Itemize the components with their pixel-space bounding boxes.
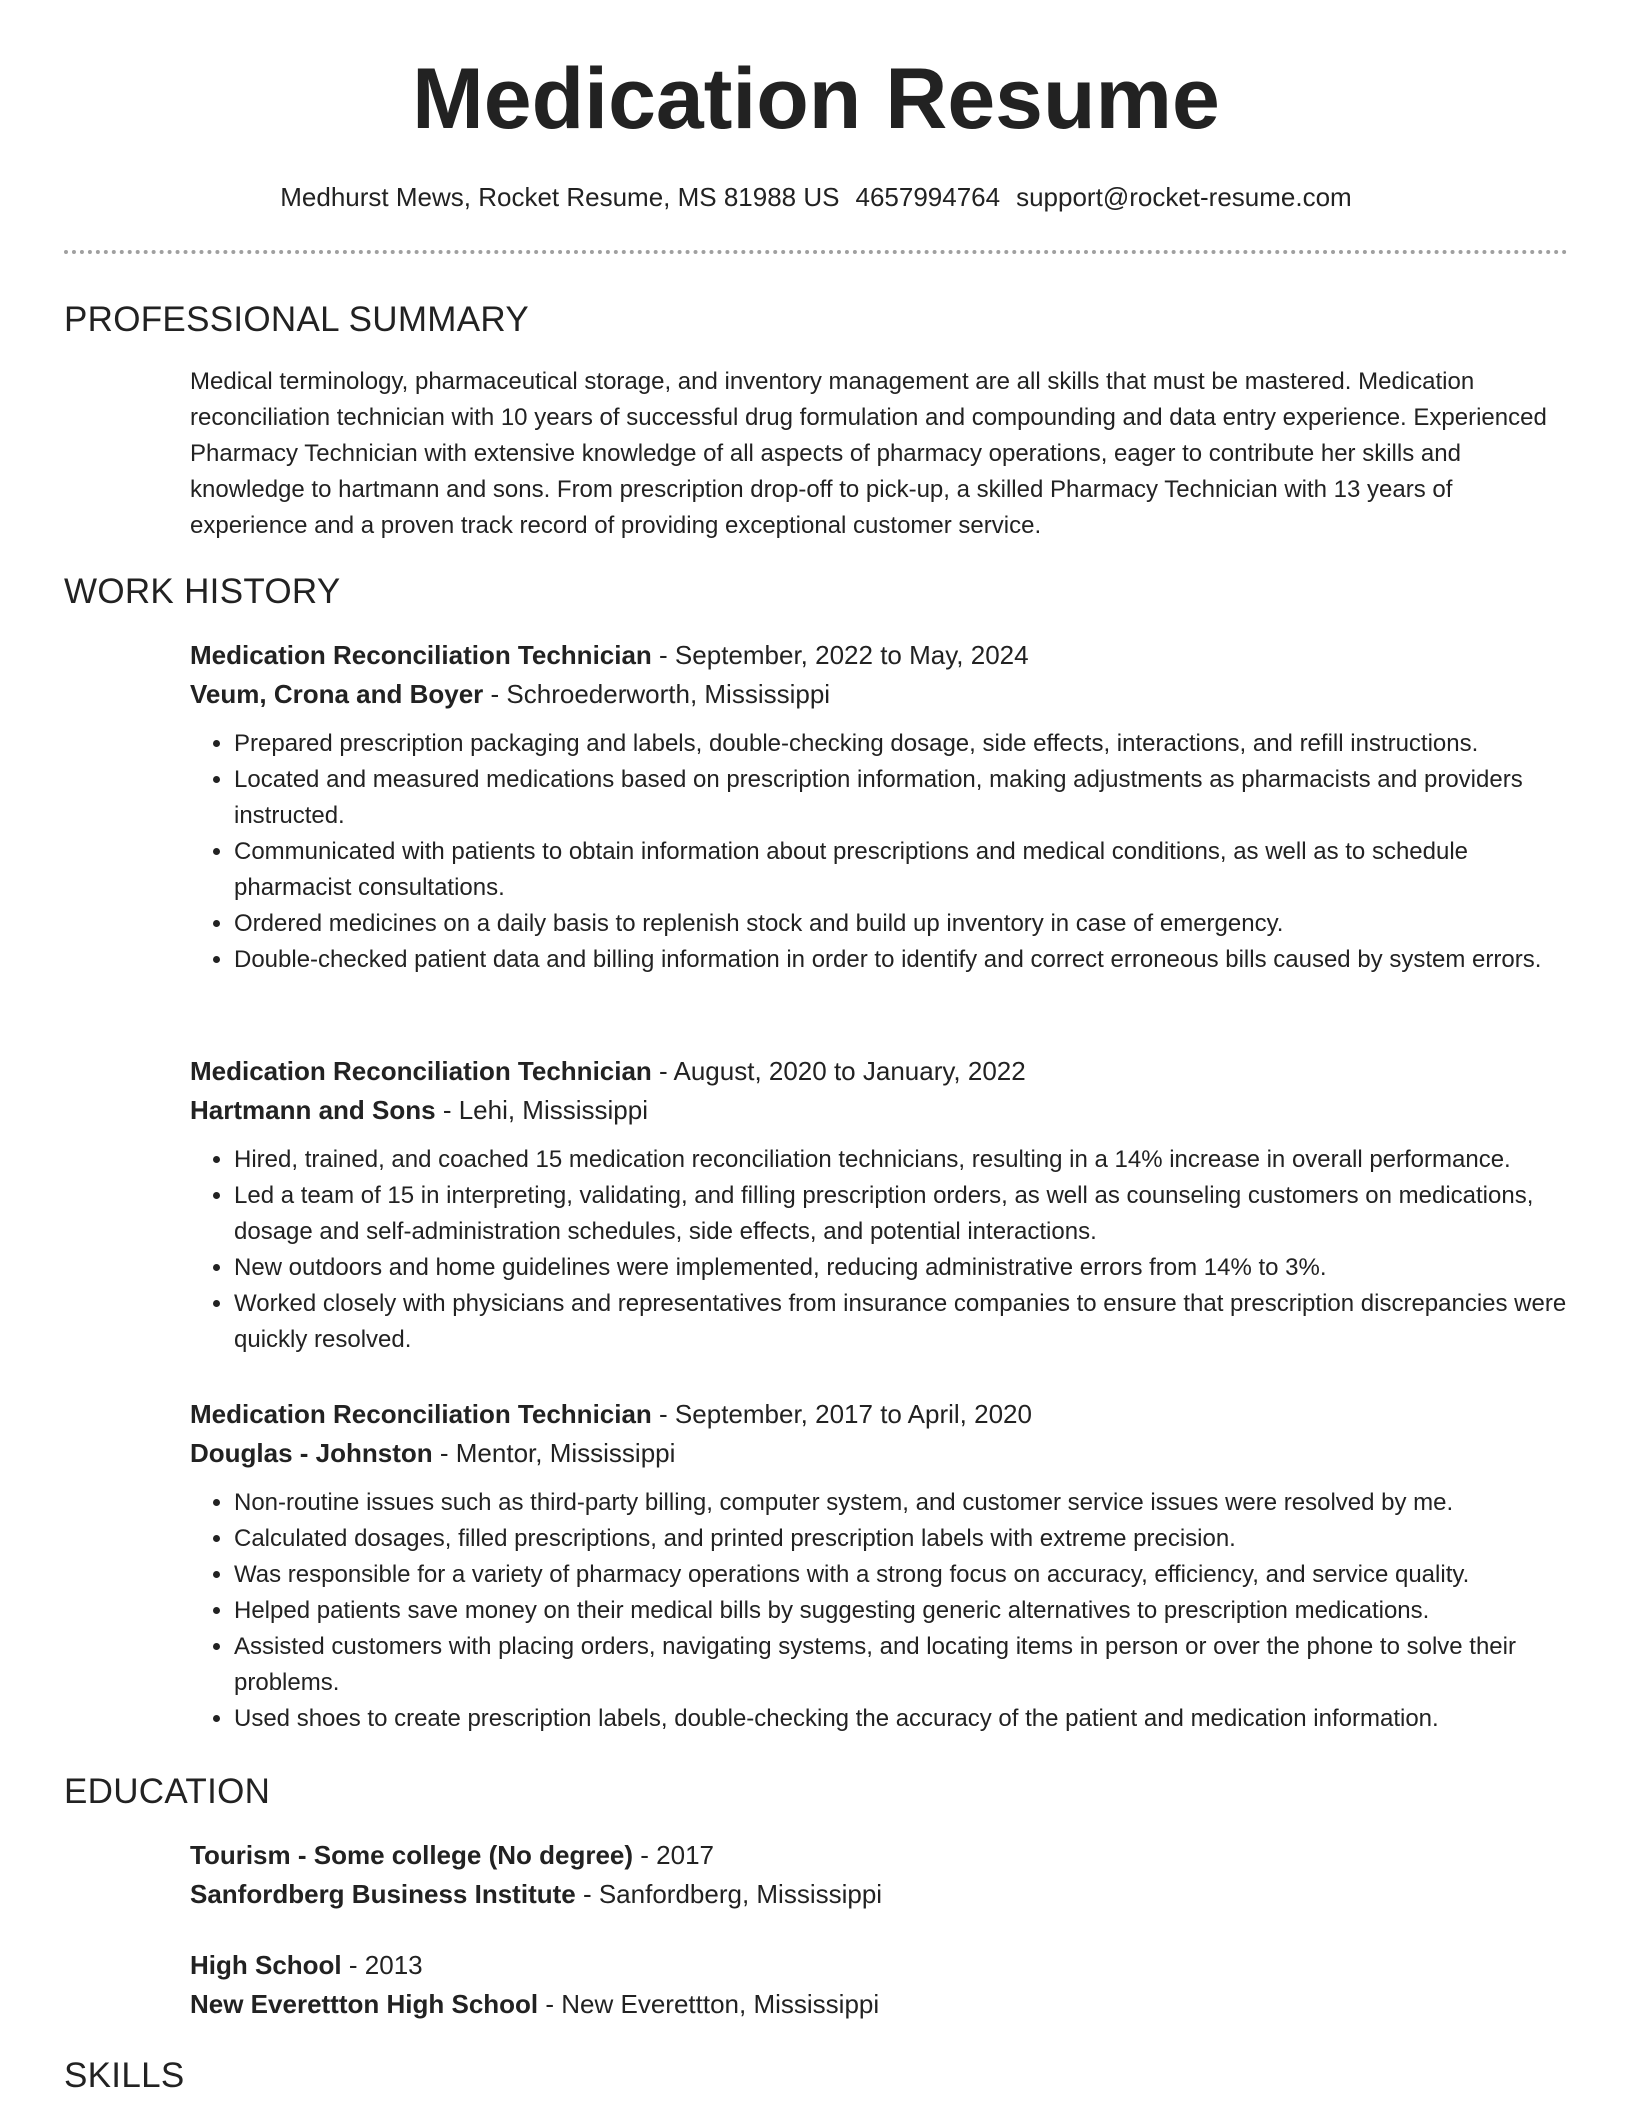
job-company-line (190, 675, 1570, 714)
job-company: Douglas - Johnston (190, 1438, 433, 1468)
job-title-line (190, 636, 1570, 675)
list-item: • Was responsible for a variety of pharmacy operations with a strong focus on accuracy, efficiency, and service quality. (234, 1557, 1570, 1593)
list-item: • Double-checked patient data and billing information in order to identify and correct erroneous bills caused by system errors. (234, 942, 1570, 978)
degree-line (190, 1946, 1570, 1985)
degree-year: - 2017 (633, 1840, 714, 1870)
job-title-line (190, 1052, 1570, 1091)
job-company: Hartmann and Sons (190, 1095, 436, 1125)
job-bullets (190, 726, 1570, 978)
list-item: • Communicated with patients to obtain information about prescriptions and medical conditions, as well as to schedule pharmacist consultations. (234, 834, 1570, 906)
job-location: - Schroederworth, Mississippi (483, 679, 831, 709)
contact-address: Medhurst Mews, Rocket Resume, MS 81988 US (280, 182, 840, 212)
list-item: • Located and measured medications based on prescription information, making adjustments as pharmacists and providers instructed. (234, 762, 1570, 834)
summary-heading: PROFESSIONAL SUMMARY (64, 300, 529, 339)
education-entry-1 (190, 1836, 1570, 1914)
job-company-line (190, 1091, 1570, 1130)
list-item: • Ordered medicines on a daily basis to replenish stock and build up inventory in case of emergency. (234, 906, 1570, 942)
job-bullets (190, 1485, 1570, 1737)
job-role: Medication Reconciliation Technician (190, 640, 652, 670)
job-role: Medication Reconciliation Technician (190, 1399, 652, 1429)
list-item: • Hired, trained, and coached 15 medication reconciliation technicians, resulting in a 14% increase in overall performance. (234, 1142, 1570, 1178)
job-company: Veum, Crona and Boyer (190, 679, 484, 709)
degree-name: High School (190, 1950, 342, 1980)
list-item: • Assisted customers with placing orders, navigating systems, and locating items in person or over the phone to solve their problems. (234, 1629, 1570, 1701)
school-name: Sanfordberg Business Institute (190, 1879, 576, 1909)
list-item: • New outdoors and home guidelines were implemented, reducing administrative errors from 14% to 3%. (234, 1250, 1570, 1286)
header-divider (64, 250, 1568, 254)
school-name: New Everettton High School (190, 1989, 539, 2019)
summary-section (190, 364, 1570, 544)
job-entry-3 (190, 1395, 1570, 1737)
job-dates: - August, 2020 to January, 2022 (651, 1056, 1026, 1086)
list-item: • Non-routine issues such as third-party billing, computer system, and customer service issues were resolved by me. (234, 1485, 1570, 1521)
job-dates: - September, 2017 to April, 2020 (651, 1399, 1032, 1429)
job-role: Medication Reconciliation Technician (190, 1056, 652, 1086)
degree-line (190, 1836, 1570, 1875)
job-location: - Lehi, Mississippi (435, 1095, 648, 1125)
work-history-heading: WORK HISTORY (64, 572, 341, 611)
summary-text: Medical terminology, pharmaceutical storage, and inventory management are all skills that must be mastered. Medication reconciliation technician with 10 years of successful drug formulation and compounding and data entry experience. Experienced Pharmacy Technician with extensive knowledge of all aspects of pharmacy operations, eager to contribute her skills and knowledge to hartmann and sons. From prescription drop-off to pick-up, a skilled Pharmacy Technician with 13 years of experience and a proven track record of providing exceptional customer service. (190, 368, 1547, 539)
contact-line (0, 181, 1632, 215)
job-title-line (190, 1395, 1570, 1434)
contact-phone: 4657994764 (855, 182, 1001, 212)
job-entry-2 (190, 1052, 1570, 1358)
degree-name: Tourism - Some college (No degree) (190, 1840, 634, 1870)
job-company-line (190, 1434, 1570, 1473)
job-dates: - September, 2022 to May, 2024 (651, 640, 1029, 670)
school-line (190, 1875, 1570, 1914)
list-item: • Led a team of 15 in interpreting, validating, and filling prescription orders, as well as counseling customers on medications, dosage and self-administration schedules, side effects, and potential interactions. (234, 1178, 1570, 1250)
degree-year: - 2013 (341, 1950, 423, 1980)
education-heading: EDUCATION (64, 1772, 271, 1811)
job-bullets (190, 1142, 1570, 1358)
list-item: • Prepared prescription packaging and labels, double-checking dosage, side effects, interactions, and refill instructions. (234, 726, 1570, 762)
list-item: • Worked closely with physicians and representatives from insurance companies to ensure that prescription discrepancies were quickly resolved. (234, 1286, 1570, 1358)
school-location: - Sanfordberg, Mississippi (575, 1879, 883, 1909)
job-entry-1 (190, 636, 1570, 978)
resume-title: Medication Resume (412, 51, 1220, 147)
list-item: • Calculated dosages, filled prescriptions, and printed prescription labels with extreme precision. (234, 1521, 1570, 1557)
list-item: • Helped patients save money on their medical bills by suggesting generic alternatives to prescription medications. (234, 1593, 1570, 1629)
job-location: - Mentor, Mississippi (432, 1438, 676, 1468)
education-entry-2 (190, 1946, 1570, 2024)
contact-email: support@rocket-resume.com (1016, 182, 1352, 212)
school-location: - New Everettton, Mississippi (538, 1989, 880, 2019)
skills-heading: SKILLS (64, 2056, 185, 2095)
list-item: • Used shoes to create prescription labels, double-checking the accuracy of the patient and medication information. (234, 1701, 1570, 1737)
school-line (190, 1985, 1570, 2024)
